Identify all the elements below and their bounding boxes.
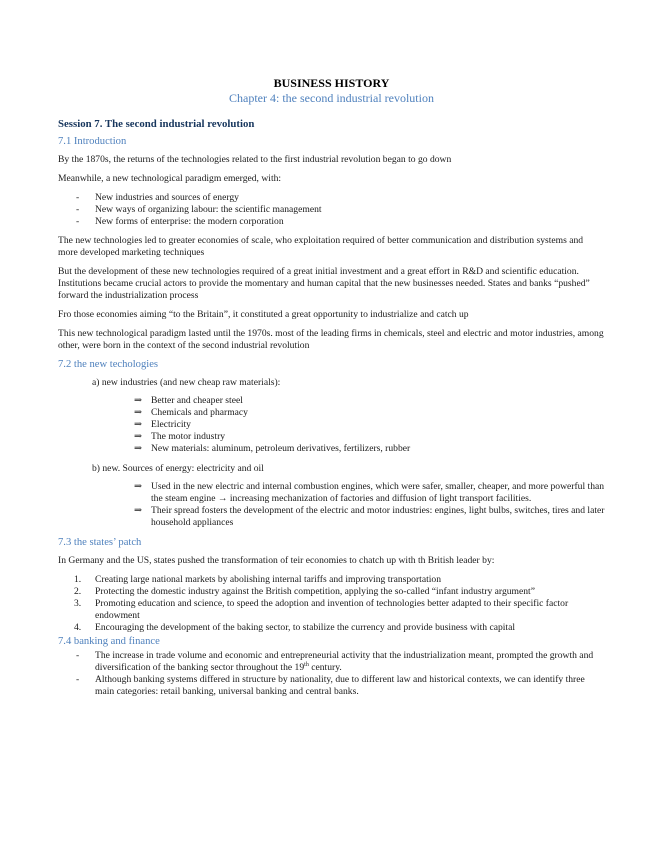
list-item: 2. Protecting the domestic industry against the British competition, applying the so-called “infant industry argument” xyxy=(74,586,535,597)
arrow-icon: ⇒ xyxy=(134,407,143,418)
list-item: 1. Creating large national markets by abolishing internal tariffs and improving transportation xyxy=(74,574,442,585)
paragraph: The new technologies led to greater economies of scale, who exploitation required of better communication and distribution systems and more developed marketing techniques xyxy=(58,235,584,258)
paragraph: But the development of these new technologies required of a great initial investment and a great effort in R&D and scientific education. Institutions became crucial actors to provide the momentary and human capital that the new businesses needed. States and banks “pushed” forward the industrialization process xyxy=(58,266,590,301)
section-heading-7-4: 7.4 banking and finance xyxy=(58,636,160,647)
paragraph: By the 1870s, the returns of the technologies related to the first industrial revolution began to go down xyxy=(58,154,452,165)
list-item: ⇒ Chemicals and pharmacy xyxy=(134,407,248,418)
numbered-list xyxy=(58,574,605,634)
section-heading-7-3: 7.3 the states’ patch xyxy=(58,537,142,548)
arrow-list xyxy=(58,395,605,455)
subheading-energy-sources: b) new. Sources of energy: electricity and oil xyxy=(92,463,264,474)
arrow-icon: ⇒ xyxy=(134,431,143,442)
list-item: ⇒ Their spread fosters the development of the electric and motor industries: engines, light bulbs, switches, tires and later household appliances xyxy=(134,505,605,528)
list-item: - New ways of organizing labour: the scientific management xyxy=(58,204,605,216)
subheading-new-industries: a) new industries (and new cheap raw materials): xyxy=(92,377,281,388)
list-item: ⇒ The motor industry xyxy=(134,431,226,442)
bullet-list xyxy=(58,650,605,698)
list-item: ⇒ New materials: aluminum, petroleum derivatives, fertilizers, rubber xyxy=(134,443,411,454)
list-item: - The increase in trade volume and economic and entrepreneurial activity that the industrialization meant, prompted the growth and diversification of the banking sector throughout the 19th century. xyxy=(58,650,605,674)
bullet-list xyxy=(58,192,605,228)
list-item: 4. Encouraging the development of the baking sector, to stabilize the currency and provide business with capital xyxy=(74,622,516,633)
arrow-icon: ⇒ xyxy=(134,481,143,492)
list-item: - New industries and sources of energy xyxy=(58,192,605,204)
list-item: - Although banking systems differed in structure by nationality, due to different law and historical contexts, we can identify three main categories: retail banking, universal banking and central banks. xyxy=(58,674,605,698)
paragraph: In Germany and the US, states pushed the transformation of teir economies to chatch up with th British leader by: xyxy=(58,555,495,566)
session-heading: Session 7. The second industrial revolution xyxy=(58,118,255,130)
list-item: - New forms of enterprise: the modern corporation xyxy=(58,216,605,228)
section-heading-7-2: 7.2 the new techologies xyxy=(58,359,159,370)
arrow-icon: ⇒ xyxy=(134,419,143,430)
paragraph: Fro those economies aiming “to the Britain”, it constituted a great opportunity to industrialize and catch up xyxy=(58,309,469,320)
arrow-list xyxy=(58,481,605,529)
paragraph: This new technological paradigm lasted until the 1970s. most of the leading firms in chemicals, steel and electric and motor industries, among other, were born in the context of the second industrial revolution xyxy=(58,328,604,351)
section-heading-7-1: 7.1 Introduction xyxy=(58,136,127,147)
document-title: BUSINESS HISTORY xyxy=(273,76,390,90)
arrow-icon: ⇒ xyxy=(134,443,143,454)
list-item: 3. Promoting education and science, to speed the adoption and invention of technologies better adapted to their specific factor endowment xyxy=(74,598,569,621)
list-item: ⇒ Electricity xyxy=(134,419,191,430)
list-item: ⇒ Used in the new electric and internal combustion engines, which were safer, smaller, cheaper, and more powerful than the steam engine → increasing mechanization of factories and diffusion of light transport facilities. xyxy=(134,481,605,504)
list-item: ⇒ Better and cheaper steel xyxy=(134,395,243,406)
arrow-icon: ⇒ xyxy=(134,505,143,516)
arrow-icon: ⇒ xyxy=(134,395,143,406)
paragraph: Meanwhile, a new technological paradigm emerged, with: xyxy=(58,173,282,184)
chapter-subtitle: Chapter 4: the second industrial revolution xyxy=(229,91,434,105)
